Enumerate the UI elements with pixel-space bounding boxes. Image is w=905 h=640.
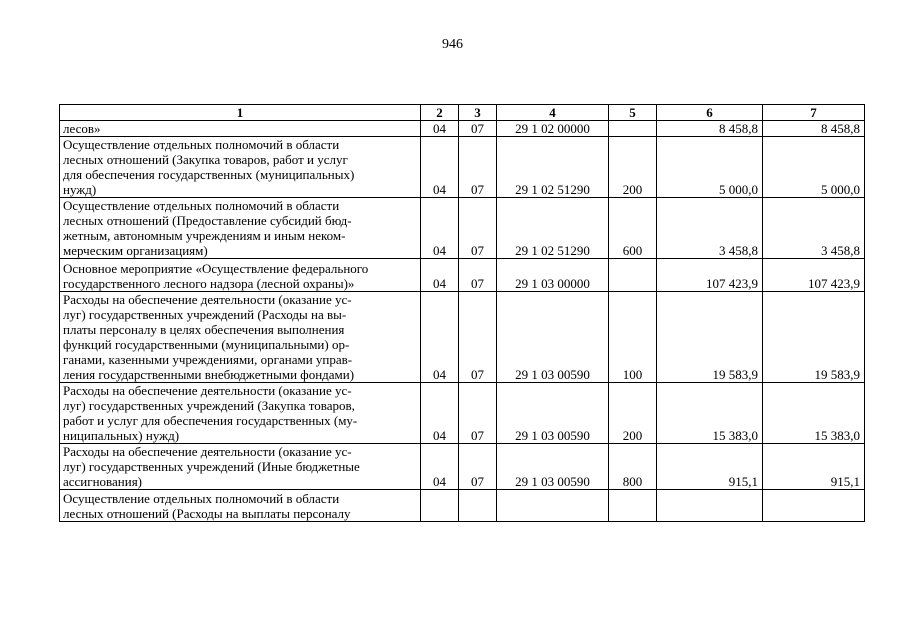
budget-table (59, 104, 865, 522)
row-expense-type: 200 (609, 137, 657, 198)
row-target-code: 29 1 02 00000 (497, 121, 609, 137)
row-amount-1: 8 458,8 (657, 121, 763, 137)
row-section: 04 (421, 444, 459, 490)
row-name: Осуществление отдельных полномочий в области лесных отношений (Предоставление субсидий бюд- жетным, автономным учреждениям и иным неком- мерческим организациям) (60, 198, 421, 259)
table-header-row (60, 105, 865, 121)
table-row (60, 383, 865, 444)
row-name: Осуществление отдельных полномочий в области лесных отношений (Расходы на выплаты персоналу (60, 490, 421, 522)
row-subsection: 07 (459, 198, 497, 259)
column-header-6: 6 (657, 105, 763, 121)
row-name: Расходы на обеспечение деятельности (оказание ус- луг) государственных учреждений (Расходы на вы- платы персоналу в целях обеспечения выполнения функций государственными (муниципальными) ор- ганами, казенными учреждениями, органами управ- ления государственными внебюджетными фондами) (60, 292, 421, 383)
row-target-code: 29 1 02 51290 (497, 137, 609, 198)
row-amount-1: 19 583,9 (657, 292, 763, 383)
row-name: Осуществление отдельных полномочий в области лесных отношений (Закупка товаров, работ и услуг для обеспечения государственных (муниципальных) нужд) (60, 137, 421, 198)
row-amount-1: 3 458,8 (657, 198, 763, 259)
row-amount-2: 107 423,9 (763, 259, 865, 292)
table-row (60, 121, 865, 137)
row-subsection (459, 490, 497, 522)
row-target-code (497, 490, 609, 522)
row-target-code: 29 1 03 00590 (497, 444, 609, 490)
row-section: 04 (421, 137, 459, 198)
row-amount-1 (657, 490, 763, 522)
row-subsection: 07 (459, 383, 497, 444)
row-amount-1: 107 423,9 (657, 259, 763, 292)
row-amount-2: 19 583,9 (763, 292, 865, 383)
row-name: Основное мероприятие «Осуществление федерального государственного лесного надзора (лесной охраны)» (60, 259, 421, 292)
row-expense-type: 600 (609, 198, 657, 259)
table-row (60, 444, 865, 490)
table-row (60, 198, 865, 259)
row-name: лесов» (60, 121, 421, 137)
row-amount-2: 915,1 (763, 444, 865, 490)
table-row (60, 490, 865, 522)
row-target-code: 29 1 02 51290 (497, 198, 609, 259)
row-target-code: 29 1 03 00590 (497, 383, 609, 444)
row-section: 04 (421, 383, 459, 444)
table-row (60, 259, 865, 292)
row-subsection: 07 (459, 292, 497, 383)
row-section: 04 (421, 121, 459, 137)
row-subsection: 07 (459, 444, 497, 490)
row-amount-2: 15 383,0 (763, 383, 865, 444)
row-subsection: 07 (459, 121, 497, 137)
row-expense-type: 200 (609, 383, 657, 444)
row-subsection: 07 (459, 137, 497, 198)
row-amount-2: 3 458,8 (763, 198, 865, 259)
row-name: Расходы на обеспечение деятельности (оказание ус- луг) государственных учреждений (Иные бюджетные ассигнования) (60, 444, 421, 490)
row-target-code: 29 1 03 00590 (497, 292, 609, 383)
row-amount-1: 915,1 (657, 444, 763, 490)
row-expense-type: 800 (609, 444, 657, 490)
column-header-4: 4 (497, 105, 609, 121)
row-subsection: 07 (459, 259, 497, 292)
table-row (60, 137, 865, 198)
row-amount-2 (763, 490, 865, 522)
row-target-code: 29 1 03 00000 (497, 259, 609, 292)
row-expense-type: 100 (609, 292, 657, 383)
row-section: 04 (421, 292, 459, 383)
row-amount-2: 5 000,0 (763, 137, 865, 198)
row-expense-type (609, 490, 657, 522)
column-header-1: 1 (60, 105, 421, 121)
column-header-3: 3 (459, 105, 497, 121)
row-amount-1: 15 383,0 (657, 383, 763, 444)
row-section (421, 490, 459, 522)
row-section: 04 (421, 259, 459, 292)
row-expense-type (609, 121, 657, 137)
column-header-2: 2 (421, 105, 459, 121)
column-header-7: 7 (763, 105, 865, 121)
row-section: 04 (421, 198, 459, 259)
page-number: 946 (442, 37, 463, 52)
table-row (60, 292, 865, 383)
row-name: Расходы на обеспечение деятельности (оказание ус- луг) государственных учреждений (Закупка товаров, работ и услуг для обеспечения государственных (му- ниципальных) нужд) (60, 383, 421, 444)
row-expense-type (609, 259, 657, 292)
row-amount-1: 5 000,0 (657, 137, 763, 198)
column-header-5: 5 (609, 105, 657, 121)
row-amount-2: 8 458,8 (763, 121, 865, 137)
